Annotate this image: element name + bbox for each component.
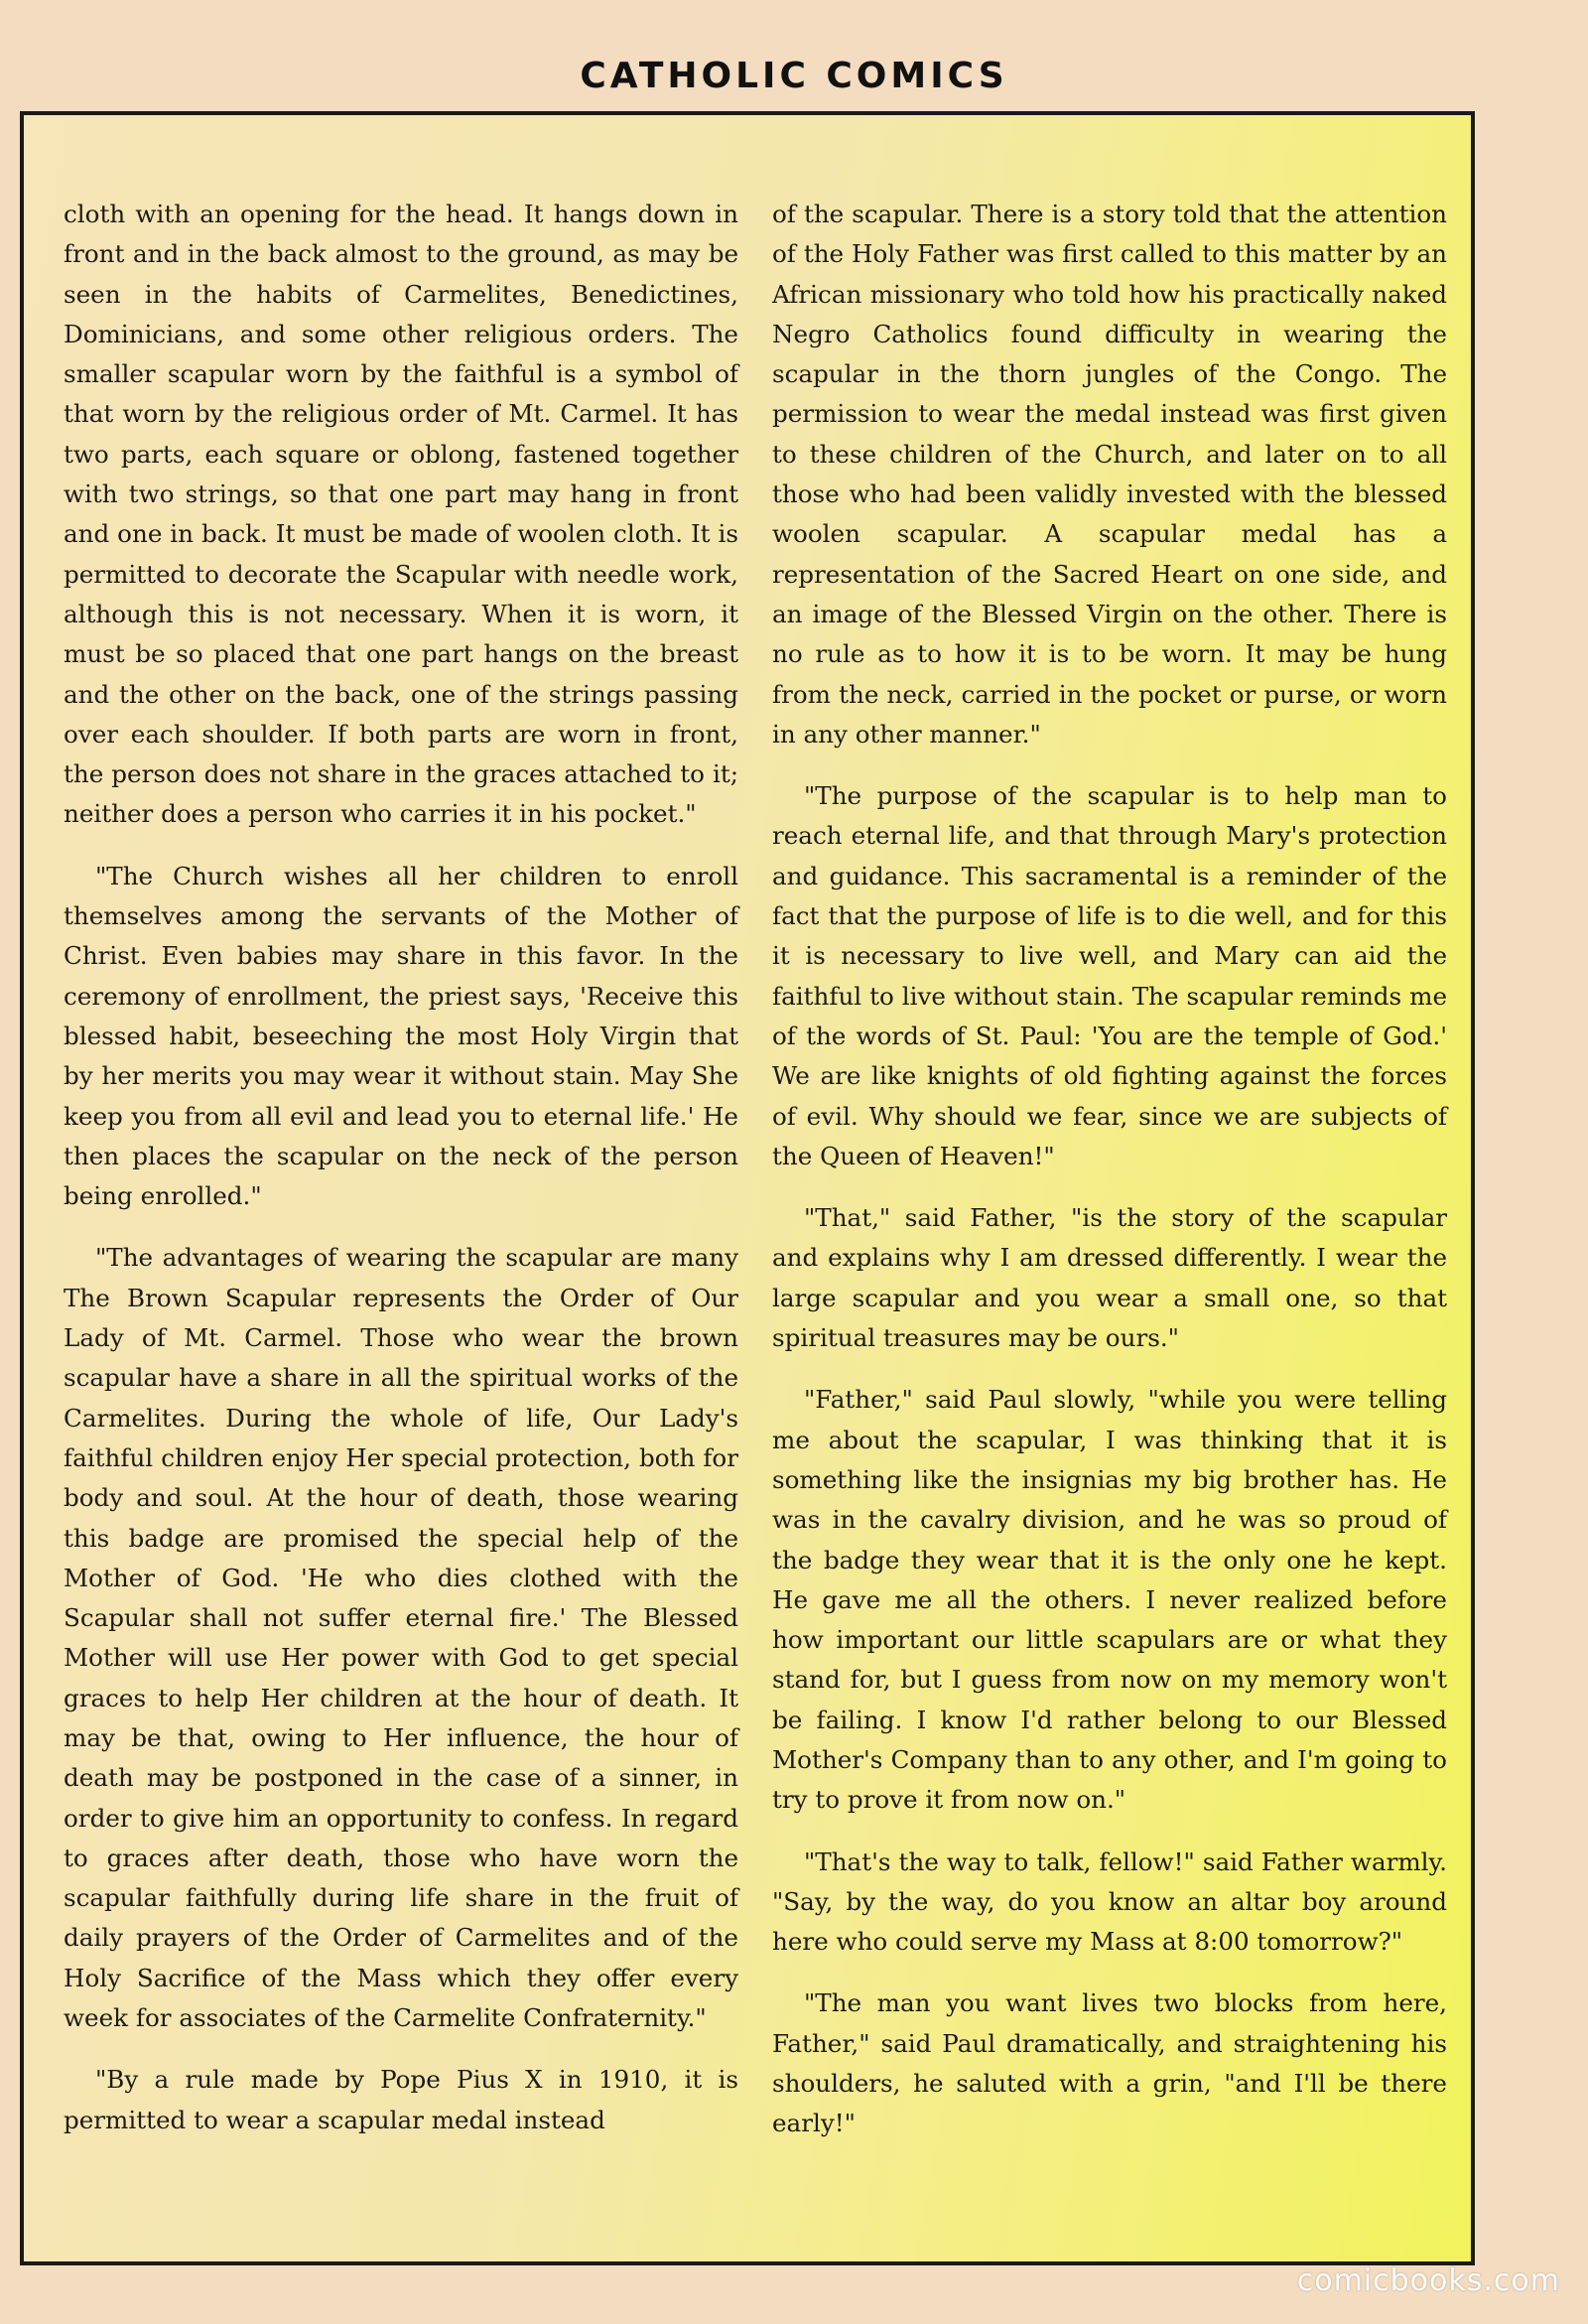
paragraph: "By a rule made by Pope Pius X in 1910, it is permitted to wear a scapular medal instead: [64, 2065, 738, 2134]
paragraph: "That," said Father, "is the story of the scapular and explains why I am dressed differently. I wear the large scapular and you wear a small one, so that spiritual treasures may be ours.": [772, 1203, 1447, 1353]
text-panel: [20, 111, 1475, 2265]
paragraph: cloth with an opening for the head. It hangs down in front and in the back almost to the ground, as may be seen in the habits of Carmelites, Benedictines, Dominicians, and some other religious orders. The smaller scapular worn by the faithful is a symbol of that worn by the religious order of Mt. Carmel. It has two parts, each square or oblong, fastened together with two strings, so that one part may hang in front and one in back. It must be made of woolen cloth. It is permitted to decorate the Scapular with needle work, although this is not necessary. When it is worn, it must be so placed that one part hangs on the breast and the other on the back, one of the strings passing over each shoulder. If both parts are worn in front, the person does not share in the graces attached to it; neither does a person who carries it in his pocket.": [64, 200, 738, 829]
watermark: comicbooks.com: [1296, 2263, 1560, 2298]
paragraph: "Father," said Paul slowly, "while you were telling me about the scapular, I was thinking that it is something like the insignias my big brother has. He was in the cavalry division, and he was so proud of the badge they wear that it is the only one he kept. He gave me all the others. I never realized before how important our little scapulars are or what they stand for, but I guess from now on my memory won't be failing. I know I'd rather belong to our Blessed Mother's Company than to any other, and I'm going to try to prove it from now on.": [772, 1385, 1447, 1815]
paragraph: "The Church wishes all her children to enroll themselves among the servants of the Mother of Christ. Even babies may share in this favor. In the ceremony of enrollment, the priest says, 'Receive this blessed habit, beseeching the most Holy Virgin that by her merits you may wear it without stain. May She keep you from all evil and lead you to eternal life.' He then places the scapular on the neck of the person being enrolled.": [64, 861, 738, 1211]
paragraph: "The man you want lives two blocks from here, Father," said Paul dramatically, and straightening his shoulders, he saluted with a grin, "and I'll be there early!": [772, 1988, 1447, 2138]
paragraph: "That's the way to talk, fellow!" said Father warmly. "Say, by the way, do you know an altar boy around here who could serve my Mass at 8:00 tomorrow?": [772, 1846, 1447, 1957]
page-title: CATHOLIC COMICS: [580, 56, 1008, 96]
paragraph: "The purpose of the scapular is to help man to reach eternal life, and that through Mary's protection and guidance. This sacramental is a reminder of the fact that the purpose of life is to die well, and for this it is necessary to live well, and Mary can aid the faithful to live without stain. The scapular reminds me of the words of St. Paul: 'You are the temple of God.' We are like knights of old fighting against the forces of evil. Why should we fear, since we are subjects of the Queen of Heaven!": [772, 781, 1447, 1170]
left-column: [64, 195, 738, 2162]
paragraph: "The advantages of wearing the scapular are many The Brown Scapular represents the Order of Our Lady of Mt. Carmel. Those who wear the brown scapular have a share in all the spiritual works of the Carmelites. During the whole of life, Our Lady's faithful children enjoy Her special protection, both for body and soul. At the hour of death, those wearing this badge are promised the special help of the Mother of God. 'He who dies clothed with the Scapular shall not suffer eternal fire.' The Blessed Mother will use Her power with God to get special graces to help Her children at the hour of death. It may be that, owing to Her influence, the hour of death may be postponed in the case of a sinner, in order to give him an opportunity to confess. In regard to graces after death, those who have worn the scapular faithfully during life share in the fruit of daily prayers of the Order of Carmelites and of the Holy Sacrifice of the Mass which they offer every week for associates of the Carmelite Confraternity.": [64, 1243, 738, 2033]
right-column: [772, 195, 1447, 2166]
paragraph: of the scapular. There is a story told that the attention of the Holy Father was first called to this matter by an African missionary who told how his practically naked Negro Catholics found difficulty in wearing the scapular in the thorn jungles of the Congo. The permission to wear the medal instead was first given to these children of the Church, and later on to all those who had been validly invested with the blessed woolen scapular. A scapular medal has a representation of the Sacred Heart on one side, and an image of the Blessed Virgin on the other. There is no rule as to how it is to be worn. It may be hung from the neck, carried in the pocket or purse, or worn in any other manner.": [772, 200, 1447, 749]
